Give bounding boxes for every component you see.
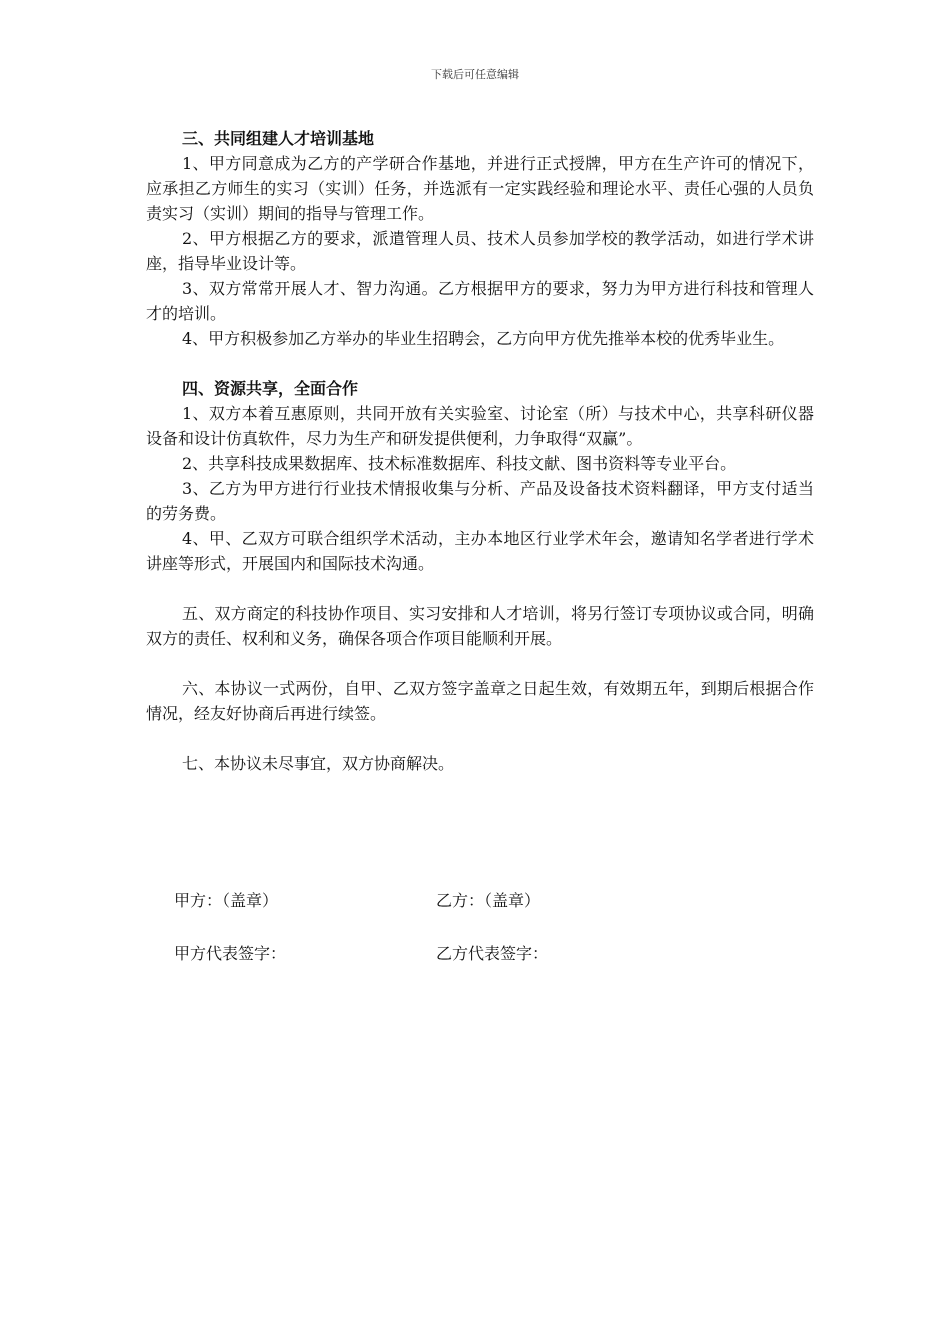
party-b-seal: 乙方：（盖章）	[436, 891, 541, 910]
section-3-item-1: 1、甲方同意成为乙方的产学研合作基地，并进行正式授牌，甲方在生产许可的情况下，应承担乙方师生的实习（实训）任务，并选派有一定实践经验和理论水平、责任心强的人员负责实习（实训）期间的指导与管理工作。	[146, 154, 814, 223]
party-b-representative: 乙方代表签字：	[436, 944, 549, 963]
section-6-text: 六、本协议一式两份，自甲、乙双方签字盖章之日起生效，有效期五年，到期后根据合作情况，经友好协商后再进行续签。	[146, 679, 814, 723]
section-3-item-4: 4、甲方积极参加乙方举办的毕业生招聘会，乙方向甲方优先推举本校的优秀毕业生。	[182, 329, 785, 348]
seal-row	[146, 888, 814, 913]
party-a-representative: 甲方代表签字：	[174, 944, 287, 963]
section-4-item-2: 2、共享科技成果数据库、技术标准数据库、科技文献、图书资料等专业平台。	[182, 454, 737, 473]
section-4-item-1: 1、双方本着互惠原则，共同开放有关实验室、讨论室（所）与技术中心，共享科研仪器设备和设计仿真软件，尽力为生产和研发提供便利，力争取得“双赢”。	[146, 404, 814, 448]
section-3-heading: 三、共同组建人才培训基地	[182, 129, 375, 148]
party-a-seal: 甲方：（盖章）	[174, 891, 279, 910]
section-4-heading: 四、资源共享，全面合作	[182, 379, 359, 398]
page-header-note: 下载后可任意编辑	[431, 68, 519, 81]
signature-row	[146, 941, 814, 966]
section-3-item-3: 3、双方常常开展人才、智力沟通。乙方根据甲方的要求，努力为甲方进行科技和管理人才的培训。	[146, 279, 814, 323]
agreement-body	[146, 126, 814, 966]
section-3-item-2: 2、甲方根据乙方的要求，派遣管理人员、技术人员参加学校的教学活动，如进行学术讲座，指导毕业设计等。	[146, 229, 814, 273]
section-7-text: 七、本协议未尽事宜，双方协商解决。	[182, 754, 455, 773]
section-4-item-3: 3、乙方为甲方进行行业技术情报收集与分析、产品及设备技术资料翻译，甲方支付适当的劳务费。	[146, 479, 814, 523]
section-4-item-4: 4、甲、乙双方可联合组织学术活动，主办本地区行业学术年会，邀请知名学者进行学术讲座等形式，开展国内和国际技术沟通。	[146, 529, 814, 573]
section-5-text: 五、双方商定的科技协作项目、实习安排和人才培训，将另行签订专项协议或合同，明确双方的责任、权利和义务，确保各项合作项目能顺利开展。	[146, 604, 814, 648]
